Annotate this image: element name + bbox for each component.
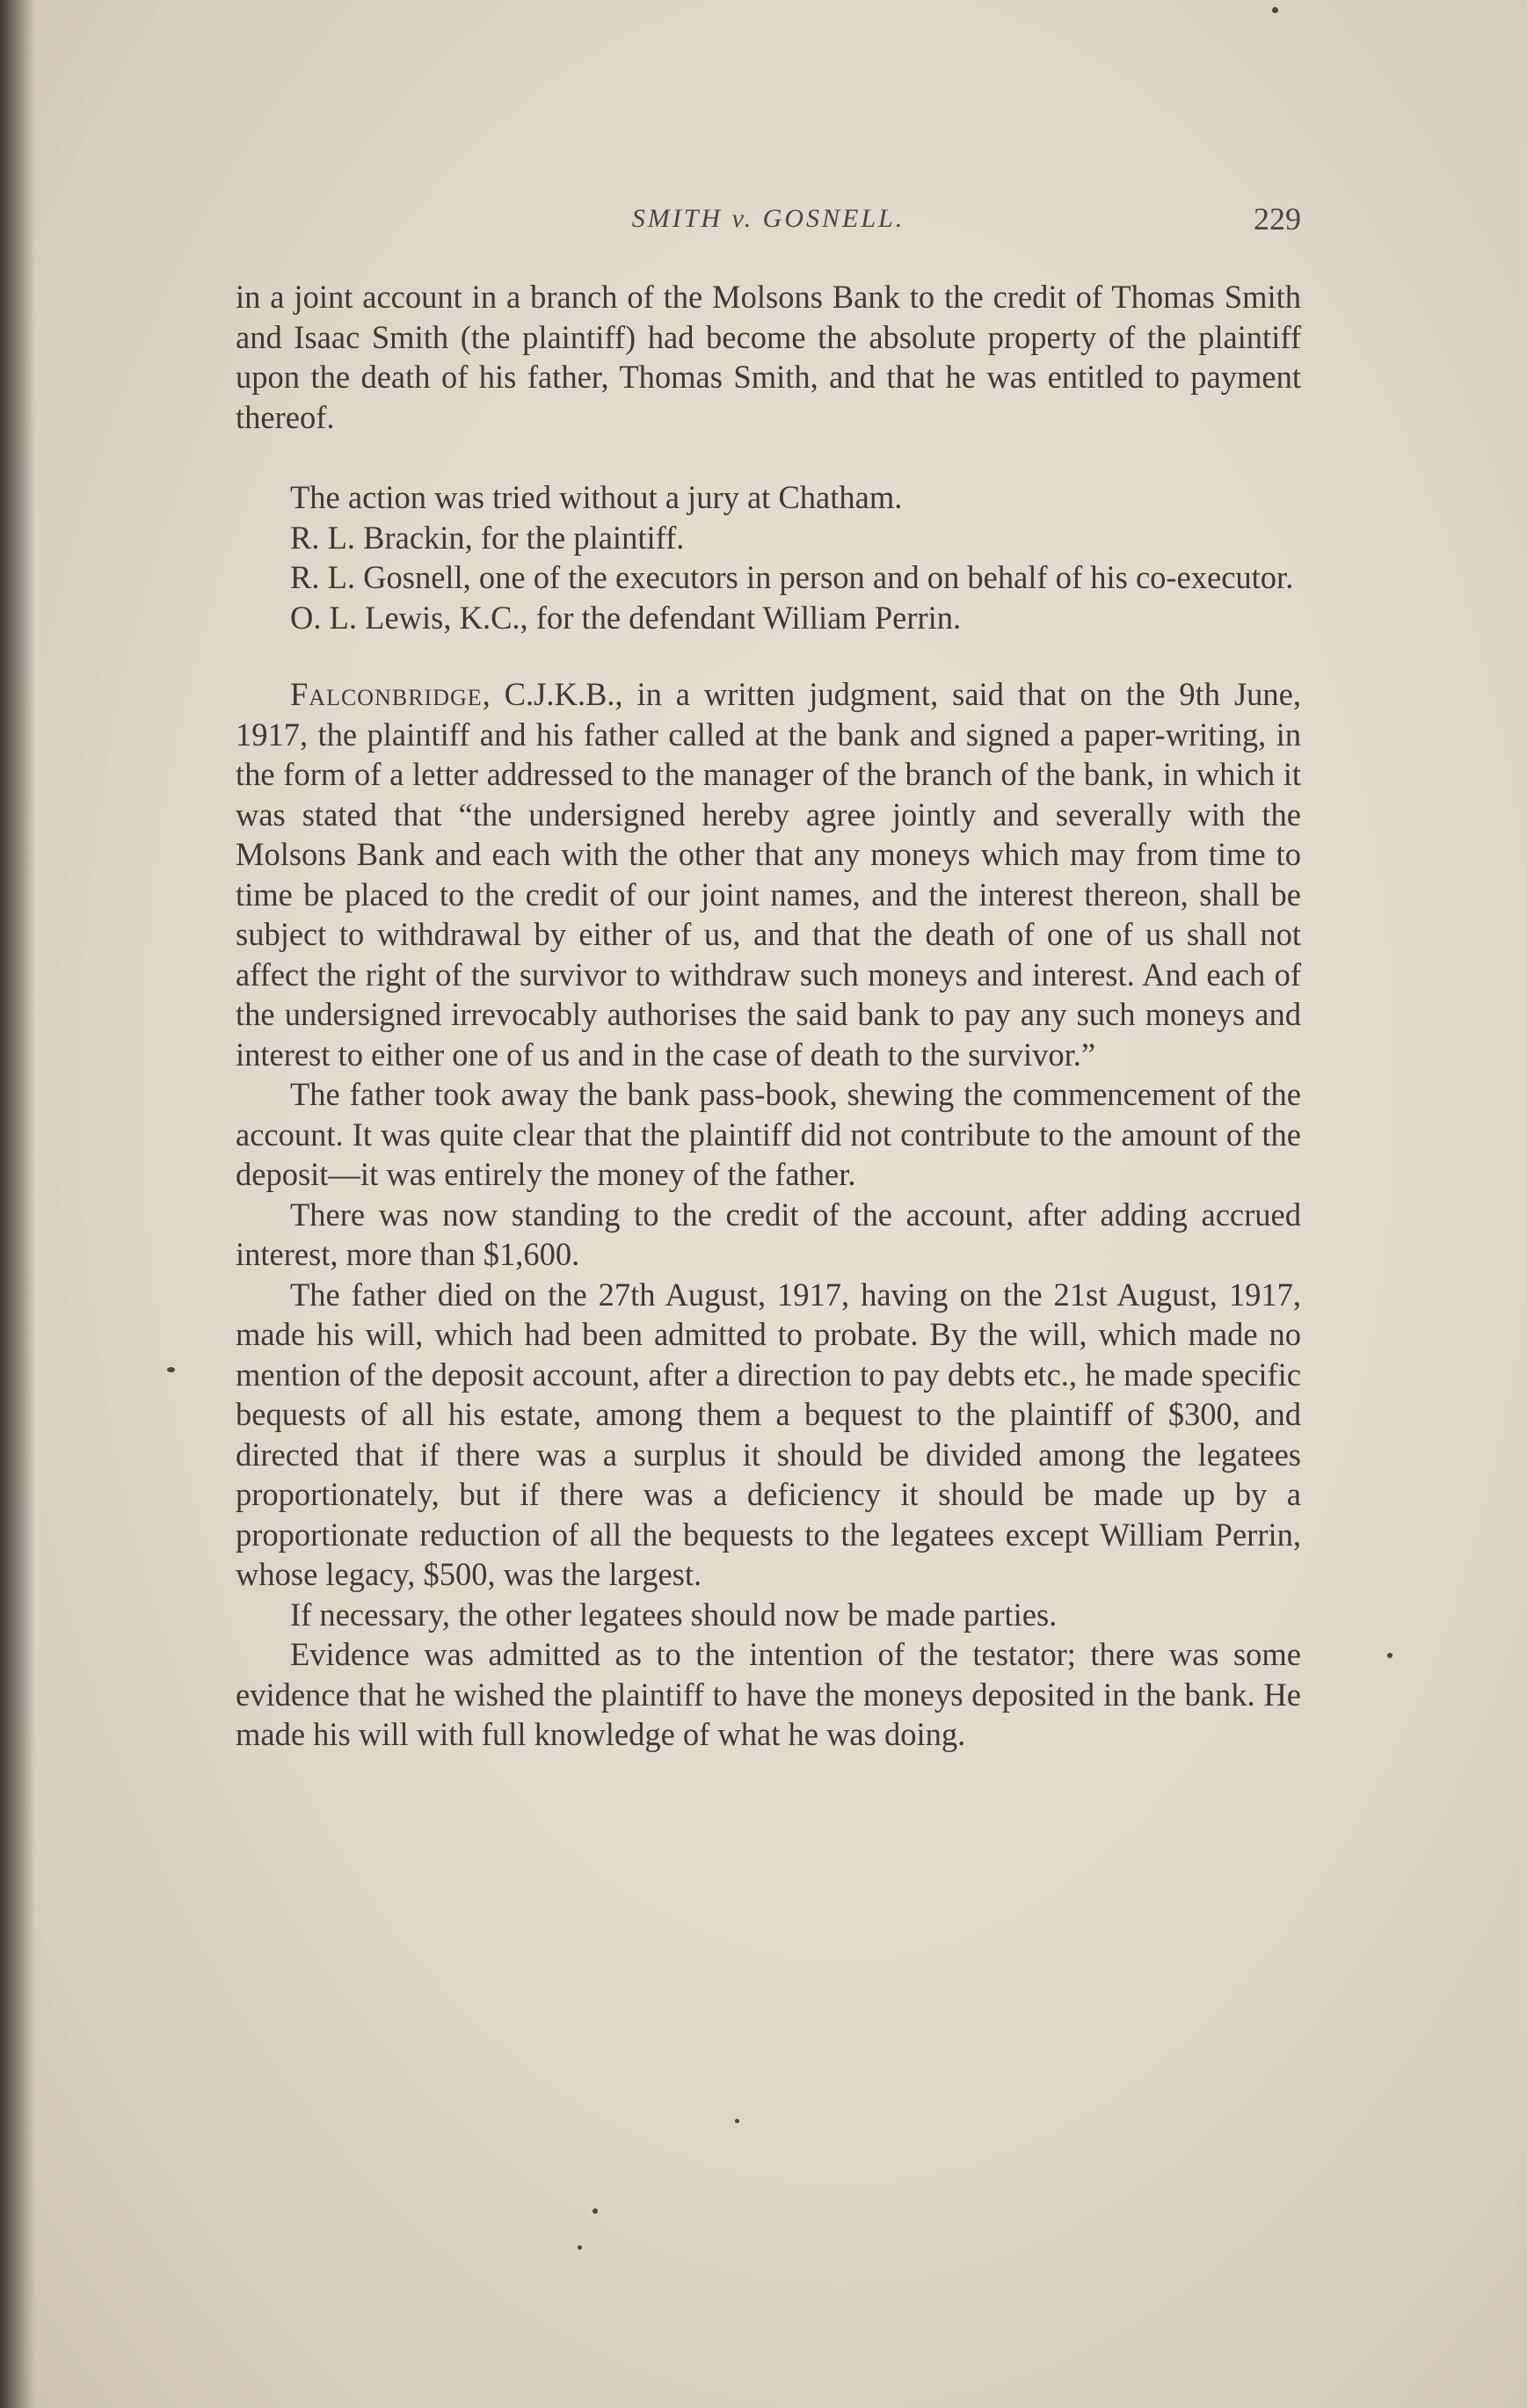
paragraph-pass-book: The father took away the bank pass-book, shewing the commencement of the account. It was quite clear that the plaintiff did not contribute to the amount of the deposit—it was entirely the money of the father. — [236, 1076, 1301, 1192]
page-header — [236, 200, 1301, 244]
spacer — [236, 637, 1301, 674]
running-head: SMITH v. GOSNELL. — [631, 204, 905, 233]
print-speck — [735, 2119, 739, 2123]
paragraph-judgment — [236, 674, 1301, 1074]
print-speck — [578, 2245, 582, 2250]
paragraph-evidence: Evidence was admitted as to the intention of the testator; there was some evidence that he wished the plaintiff to have the moneys deposited in the bank. He made his will with full knowledge of what he was doing. — [236, 1636, 1301, 1752]
print-speck — [593, 2208, 598, 2214]
paragraph-will: The father died on the 27th August, 1917, having on the 21st August, 1917, made his will, which had been admitted to probate. By the will, which made no mention of the deposit account, after a direction to pay debts etc., he made specific bequests of all his estate, among them a bequest to the plaintiff of $300, and directed that if there was a surplus it should be divided among the legatees proportionately, but if there was a deficiency it should be made up by a proportionate reduction of all the bequests to the legatees except William Perrin, whose legacy, $500, was the largest. — [236, 1276, 1301, 1592]
paragraph-counsel-executors: R. L. Gosnell, one of the executors in person and on behalf of his co-executor. — [290, 559, 1294, 595]
spacer — [236, 437, 1301, 477]
print-speck — [1272, 7, 1278, 13]
page-number: 229 — [1254, 201, 1301, 236]
binding-shadow — [0, 0, 35, 2408]
paragraph-parties: If necessary, the other legatees should now be made parties. — [290, 1596, 1058, 1633]
judgment-text: , C.J.K.B., in a written judgment, said that on the 9th June, 1917, the plaintiff and his father called at the bank and signed a paper-writing, in the form of a letter addressed to the manager of the branch of the bank, in which it was stated that “the undersigned hereby agree jointly and severally with the Molsons Bank and each with the other that any moneys which may from time to time be placed to the credit of our joint names, and the interest thereon, shall be subject to withdrawal by either of us, and that the death of one of us shall not affect the right of the survivor to withdraw such moneys and interest. And each of the undersigned irrevocably authorises the said bank to pay any such moneys and interest to either one of us and in the case of death to the survivor.” — [236, 676, 1301, 1073]
paragraph-balance: There was now standing to the credit of the account, after adding accrued interest, more than $1,600. — [236, 1196, 1301, 1272]
paragraph-trial: The action was tried without a jury at Chatham. — [290, 479, 903, 515]
paragraph-continuation: in a joint account in a branch of the Molsons Bank to the credit of Thomas Smith and Isaac Smith (the plaintiff) had become the absolute property of the plaintiff upon the death of his father, Thomas Smith, and that he was entitled to payment thereof. — [236, 279, 1301, 435]
print-speck — [167, 1367, 175, 1372]
paragraph-counsel-defendant: O. L. Lewis, K.C., for the defendant William Perrin. — [290, 599, 962, 636]
judge-name: Falconbridge — [290, 676, 483, 712]
print-speck — [1387, 1653, 1392, 1658]
paragraph-counsel-plaintiff: R. L. Brackin, for the plaintiff. — [290, 519, 685, 556]
body-text — [236, 277, 1301, 1755]
